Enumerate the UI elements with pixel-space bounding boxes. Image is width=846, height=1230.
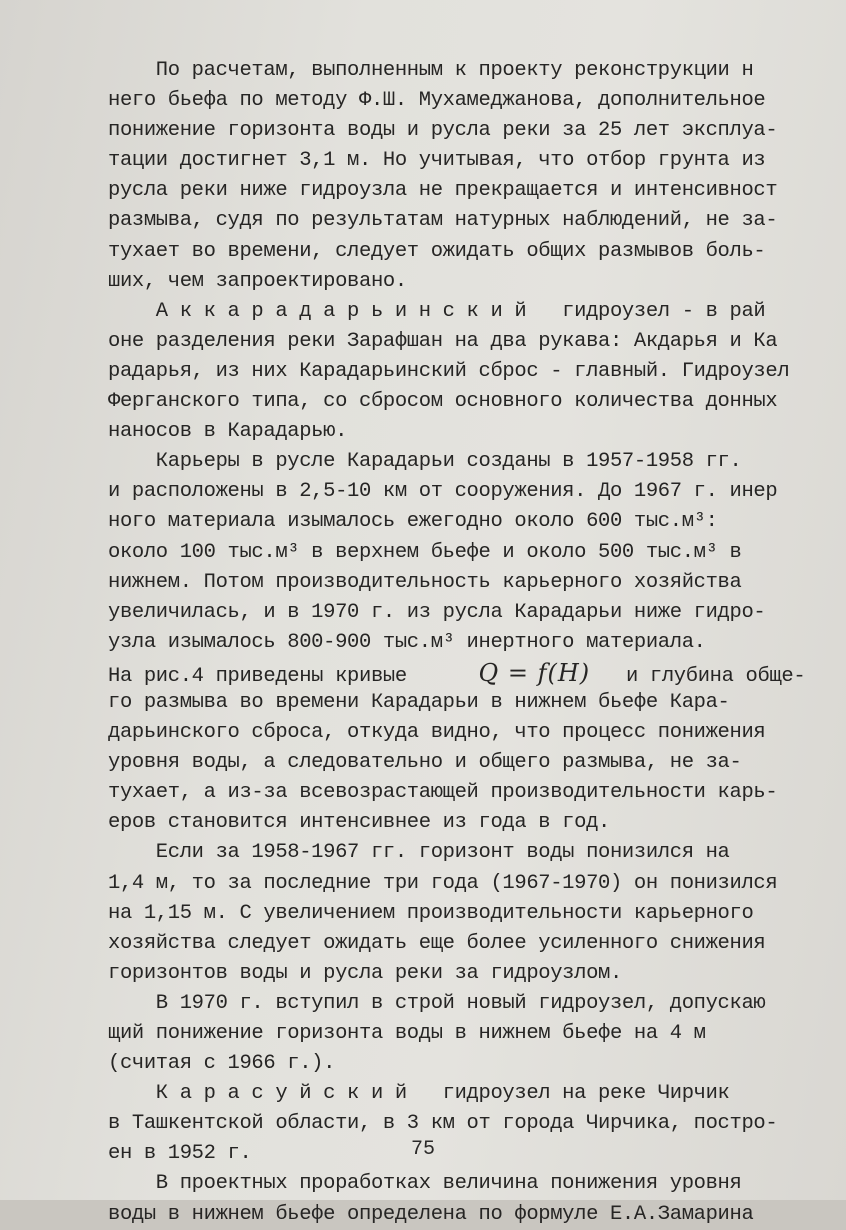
text-line: хозяйства следует ожидать еще более усиленного снижения bbox=[108, 931, 766, 955]
text-line: около 100 тыс.м³ в верхнем бьефе и около 500 тыс.м³ в bbox=[108, 540, 742, 564]
text-line: тухает, а из-за всевозрастающей производительности карь- bbox=[108, 781, 778, 805]
text-line: тации достигнет 3,1 м. Но учитывая, что отбор грунта из bbox=[108, 149, 766, 173]
handwritten-formula: Q = f(H) bbox=[478, 658, 591, 687]
text-line: ного материала изымалось ежегодно около 600 тыс.м³: bbox=[108, 510, 718, 534]
text-line: ен в 1952 г. bbox=[108, 1142, 252, 1166]
text-line: него бьефа по методу Ф.Ш. Мухамеджанова, дополнительное bbox=[108, 89, 766, 113]
text-line: радарья, из них Карадарьинский сброс - главный. Гидроузел bbox=[108, 359, 790, 383]
text-line: тухает во времени, следует ожидать общих размывов боль- bbox=[108, 239, 766, 263]
text-line: оне разделения реки Зарафшан на два рукава: Акдарья и Ка bbox=[108, 329, 778, 353]
text-line: воды в нижнем бьефе определена по формуле Е.А.Замарина bbox=[108, 1202, 754, 1226]
text-line: в Ташкентской области, в 3 км от города Чирчика, постро- bbox=[108, 1112, 778, 1136]
text-line: ших, чем запроектировано. bbox=[108, 269, 407, 293]
text-line: уровня воды, а следовательно и общего размыва, не за- bbox=[108, 751, 742, 775]
formula-lead-text: На рис.4 приведены кривые bbox=[108, 664, 407, 688]
text-line: узла изымалось 800-900 тыс.м³ инертного материала. bbox=[108, 630, 706, 654]
text-line: понижение горизонта воды и русла реки за 25 лет эксплуа- bbox=[108, 119, 778, 143]
text-line: К а р а с у й с к и й гидроузел на реке Чирчик bbox=[108, 1082, 730, 1106]
text-line: и расположены в 2,5-10 км от сооружения. До 1967 г. инер bbox=[108, 480, 778, 504]
text-line: горизонтов воды и русла реки за гидроузлом. bbox=[108, 961, 622, 985]
page-number: 75 bbox=[410, 1138, 435, 1161]
text-line: В 1970 г. вступил в строй новый гидроузел, допускаю bbox=[108, 991, 766, 1015]
text-line: Карьеры в русле Карадарьи созданы в 1957-1958 гг. bbox=[108, 450, 742, 474]
text-line: Ферганского типа, со сбросом основного количества донных bbox=[108, 390, 778, 414]
text-line: щий понижение горизонта воды в нижнем бьефе на 4 м bbox=[108, 1022, 706, 1045]
text-line-with-formula bbox=[108, 658, 836, 688]
text-line: 1,4 м, то за последние три года (1967-1970) он понизился bbox=[108, 871, 778, 895]
text-line: В проектных проработках величина понижения уровня bbox=[108, 1172, 742, 1196]
text-line: наносов в Карадарью. bbox=[108, 420, 348, 444]
body-text bbox=[108, 56, 836, 1230]
text-line: увеличилась, и в 1970 г. из русла Карадарьи ниже гидро- bbox=[108, 600, 766, 624]
text-line: дарьинского сброса, откуда видно, что процесс понижения bbox=[108, 721, 766, 745]
text-line: нижнем. Потом производительность карьерного хозяйства bbox=[108, 570, 742, 594]
text-line: го размыва во времени Карадарьи в нижнем бьефе Кара- bbox=[108, 690, 730, 714]
text-line: на 1,15 м. С увеличением производительности карьерного bbox=[108, 901, 754, 925]
text-line: Если за 1958-1967 гг. горизонт воды понизился на bbox=[108, 841, 730, 865]
text-line: еров становится интенсивнее из года в год. bbox=[108, 811, 610, 835]
text-line: По расчетам, выполненным к проекту реконструкции н bbox=[108, 59, 754, 82]
text-line: А к к а р а д а р ь и н с к и й гидроузел - в рай bbox=[108, 299, 766, 323]
text-line: размыва, судя по результатам натурных наблюдений, не за- bbox=[108, 209, 778, 233]
text-line: (считая с 1966 г.). bbox=[108, 1052, 336, 1076]
text-line: русла реки ниже гидроузла не прекращается и интенсивност bbox=[108, 179, 778, 203]
formula-trailing-text: и глубина обще- bbox=[625, 664, 806, 688]
